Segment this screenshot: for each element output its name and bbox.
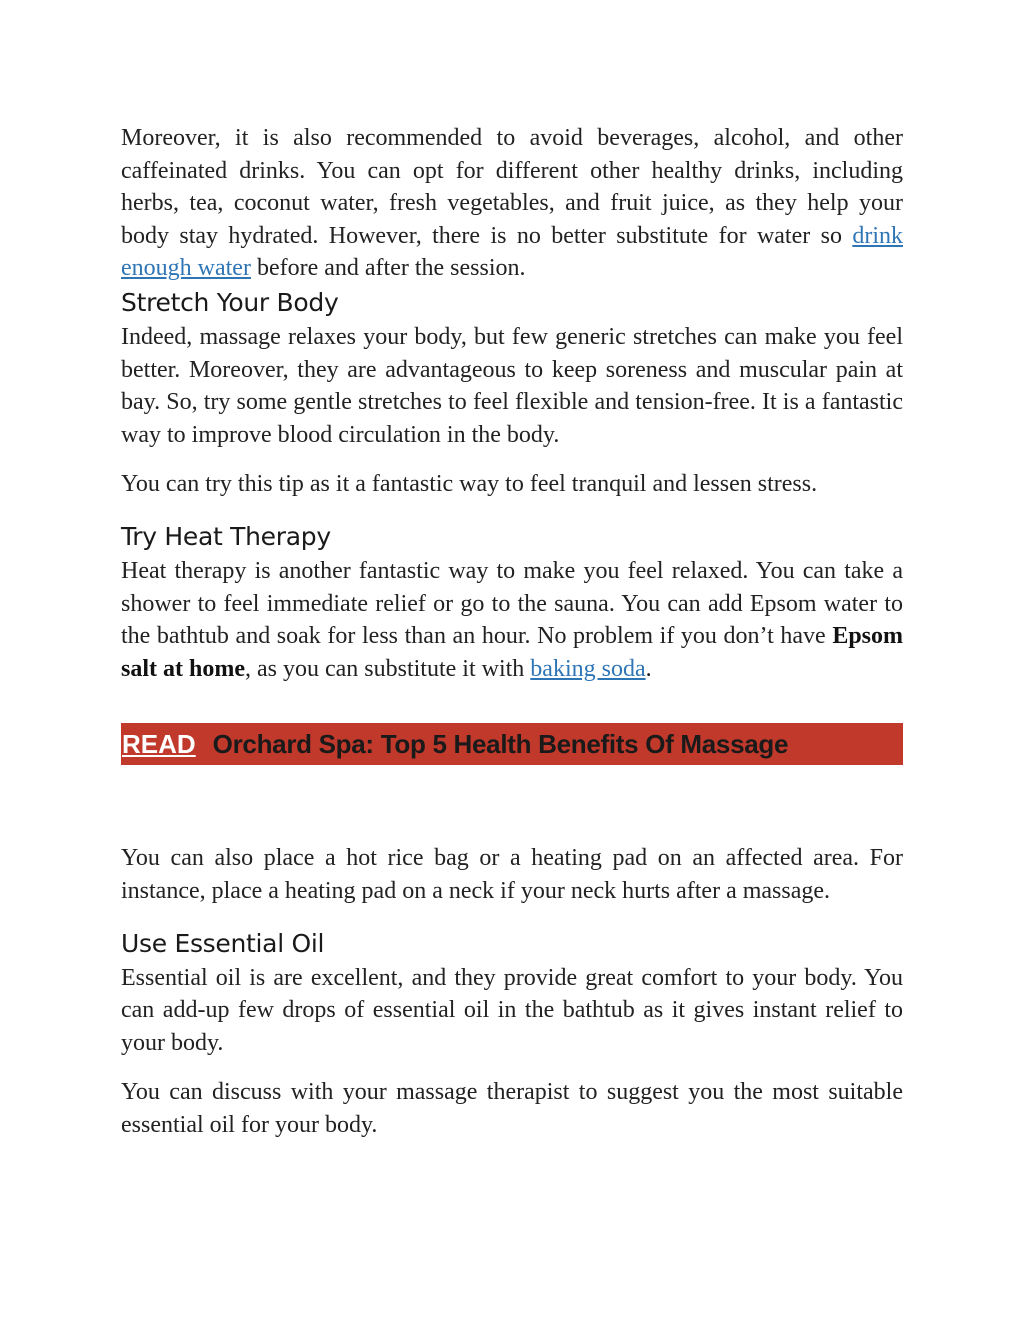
article-body <box>121 122 903 1141</box>
oil-paragraph-1: Essential oil is are excellent, and they provide great comfort to your body. You can add-up few drops of essential oil in the bathtub as it gives instant relief to your body. <box>121 964 903 1056</box>
intro-paragraph <box>121 122 903 285</box>
read-tag[interactable]: READ <box>122 729 196 760</box>
epsom-salt-bold: Epsom salt at home <box>121 623 903 682</box>
baking-soda-link[interactable]: baking soda <box>530 655 646 682</box>
heat-text-2: , as you can substitute it with <box>244 655 531 682</box>
stretch-paragraph-1: Indeed, massage relaxes your body, but few generic stretches can make you feel better. Moreover, they are advantageous to keep soreness and muscular pain at bay. So, try some gentle stretches to feel flexible and tension-free. It is a fantastic way to improve blood circulation in the body. <box>121 323 903 448</box>
intro-text-1: Moreover, it is also recommended to avoid beverages, alcohol, and other caffeinated drinks. You can opt for different other healthy drinks, including herbs, tea, coconut water, fresh vegetables, and fruit juice, as they help your body stay hydrated. However, there is no better substitute for water so <box>121 125 903 249</box>
intro-text-2: before and after the session. <box>250 255 526 282</box>
oil-paragraph-2: You can discuss with your massage therapist to suggest you the most suitable essential oil for your body. <box>121 1079 903 1138</box>
heat-paragraph <box>121 555 903 685</box>
read-title[interactable]: Orchard Spa: Top 5 Health Benefits Of Massage <box>212 729 789 760</box>
heat-heading: Try Heat Therapy <box>121 521 331 551</box>
heat-more-paragraph: You can also place a hot rice bag or a heating pad on an affected area. For instance, place a heating pad on a neck if your neck hurts after a massage. <box>121 845 903 904</box>
heat-text-1: Heat therapy is another fantastic way to make you feel relaxed. You can take a shower to feel immediate relief or go to the sauna. You can add Epsom water to the bathtub and soak for less than an hour. No problem if you don’t have <box>121 557 903 650</box>
drink-water-link[interactable]: drink enough water <box>121 222 903 282</box>
stretch-paragraph-2: You can try this tip as it a fantastic way to feel tranquil and lessen stress. <box>121 471 818 498</box>
heat-text-3: . <box>645 655 652 682</box>
oil-heading: Use Essential Oil <box>121 928 325 958</box>
stretch-heading: Stretch Your Body <box>121 287 339 317</box>
read-banner[interactable] <box>121 723 903 765</box>
